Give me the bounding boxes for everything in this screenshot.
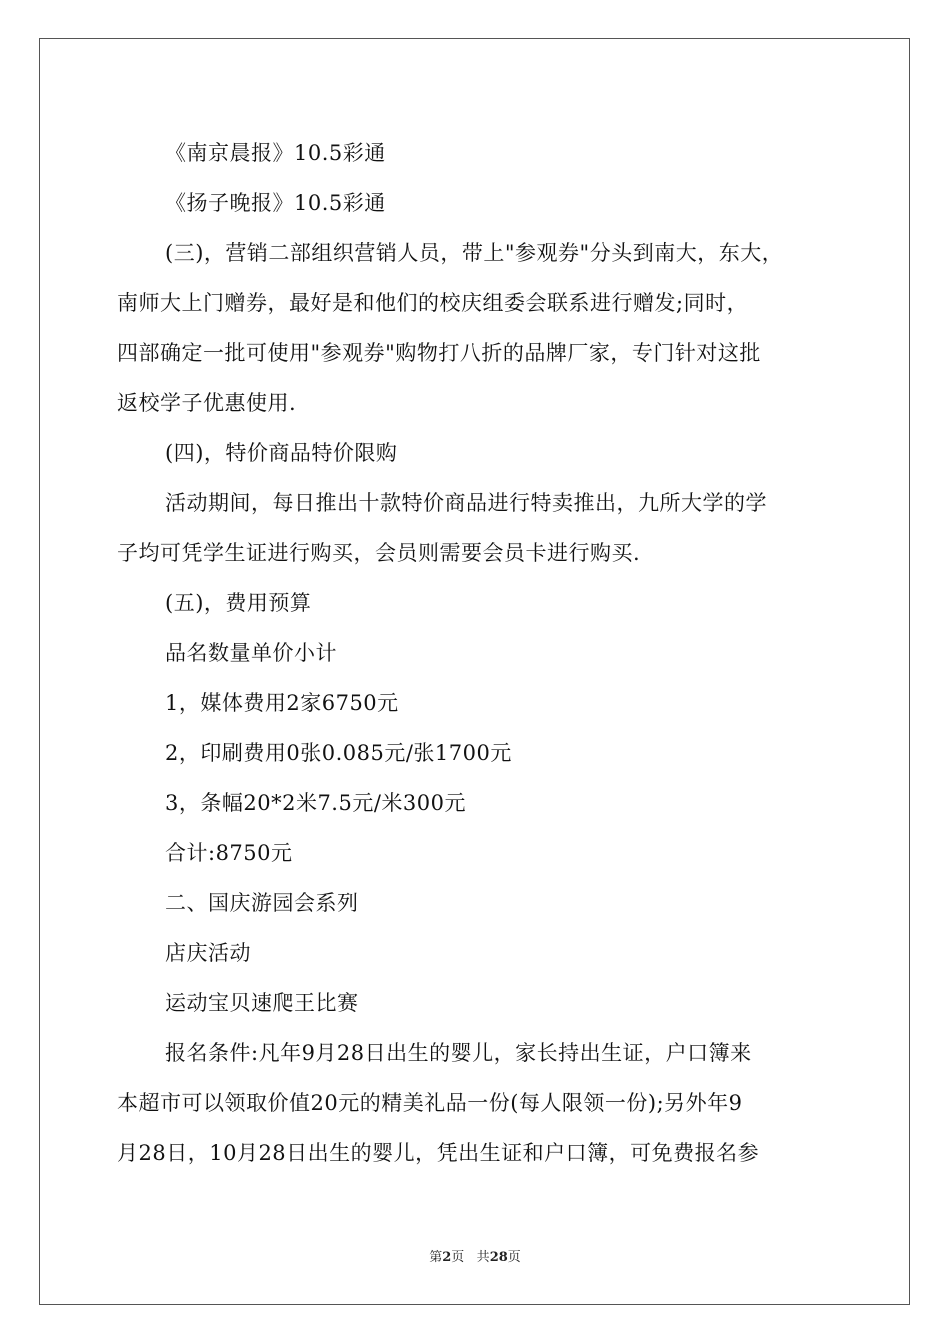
text-line: 月28日，10月28日出生的婴儿，凭出生证和户口簿，可免费报名参 bbox=[117, 1141, 760, 1165]
page-prefix: 第 bbox=[429, 1250, 443, 1265]
text-line: 活动期间，每日推出十款特价商品进行特卖推出，九所大学的学 bbox=[165, 491, 767, 515]
text-line: 合计:8750元 bbox=[165, 841, 293, 865]
page-suffix: 页 bbox=[451, 1250, 465, 1265]
text-line: 2，印刷费用0张0.085元/张1700元 bbox=[165, 741, 512, 765]
text-line: 《扬子晚报》10.5彩通 bbox=[165, 191, 386, 215]
text-line: (三)，营销二部组织营销人员，带上"参观券"分头到南大，东大， bbox=[165, 241, 784, 265]
document-body bbox=[117, 128, 852, 1178]
text-line: 本超市可以领取价值20元的精美礼品一份(每人限领一份);另外年9 bbox=[117, 1091, 743, 1115]
text-line: 1，媒体费用2家6750元 bbox=[165, 691, 399, 715]
total-pages: 28 bbox=[489, 1250, 508, 1265]
page-footer bbox=[0, 1246, 950, 1265]
text-line: 3，条幅20*2米7.5元/米300元 bbox=[165, 791, 466, 815]
text-line: 运动宝贝速爬王比赛 bbox=[165, 991, 359, 1015]
text-line: 子均可凭学生证进行购买，会员则需要会员卡进行购买. bbox=[117, 541, 641, 565]
total-prefix: 共 bbox=[476, 1250, 490, 1265]
text-line: 二、国庆游园会系列 bbox=[165, 891, 359, 915]
text-line: 《南京晨报》10.5彩通 bbox=[165, 141, 386, 165]
text-line: 报名条件:凡年9月28日出生的婴儿，家长持出生证，户口簿来 bbox=[165, 1041, 752, 1065]
total-suffix: 页 bbox=[507, 1250, 521, 1265]
text-line: 品名数量单价小计 bbox=[165, 641, 337, 665]
text-line: 四部确定一批可使用"参观券"购物打八折的品牌厂家，专门针对这批 bbox=[117, 341, 761, 365]
text-line: (五)，费用预算 bbox=[165, 591, 312, 615]
text-line: 返校学子优惠使用. bbox=[117, 391, 297, 415]
text-line: (四)，特价商品特价限购 bbox=[165, 441, 398, 465]
text-line: 南师大上门赠券，最好是和他们的校庆组委会联系进行赠发;同时， bbox=[117, 291, 749, 315]
page-number: 2 bbox=[442, 1250, 452, 1265]
text-line: 店庆活动 bbox=[165, 941, 251, 965]
